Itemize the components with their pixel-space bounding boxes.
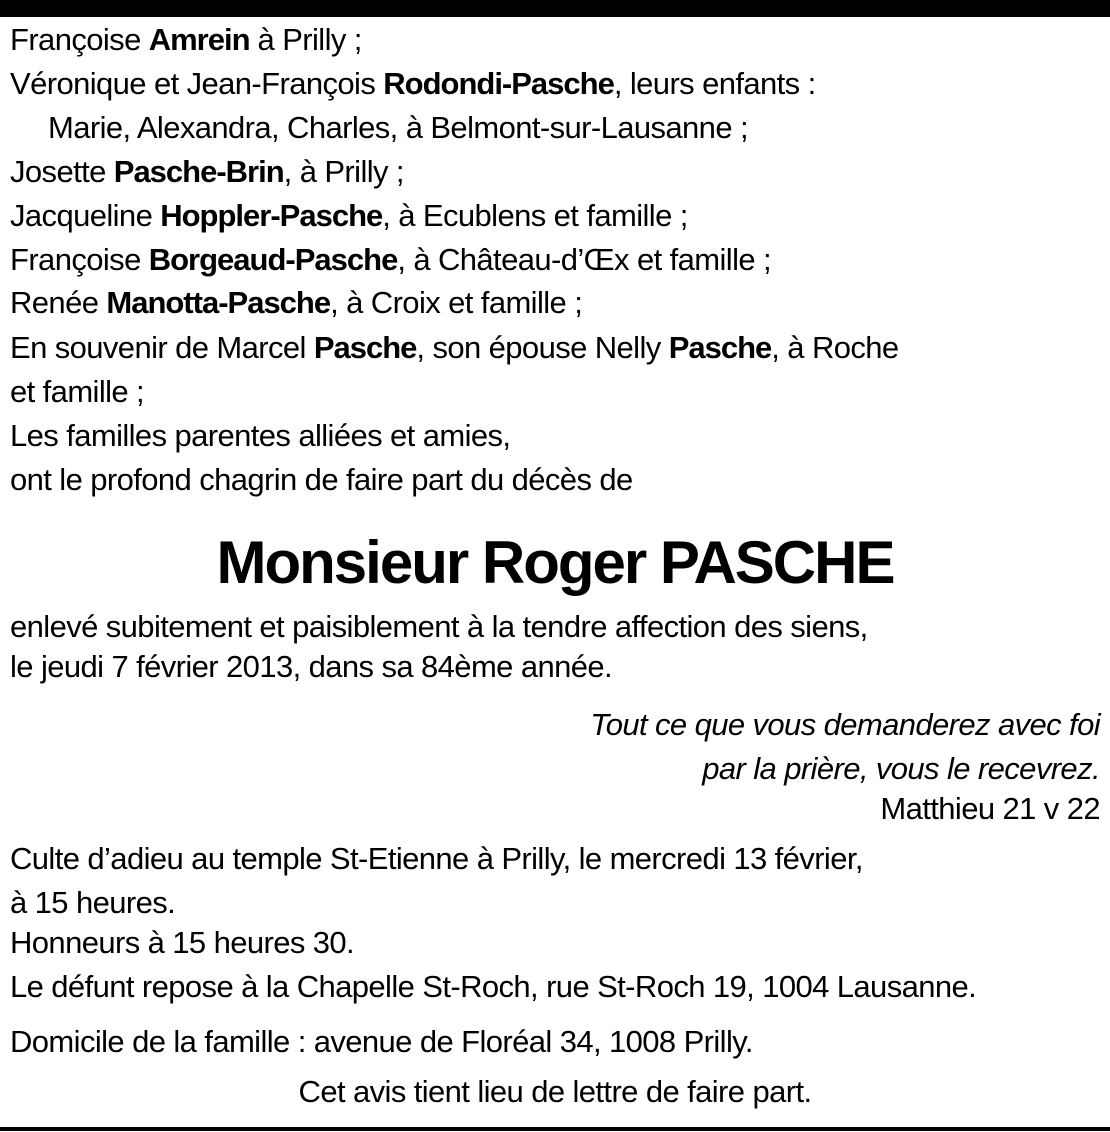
family-line: [10, 62, 816, 106]
text: Josette: [10, 154, 114, 189]
quote-reference: Matthieu 21 v 22: [880, 791, 1100, 826]
family-address: Domicile de la famille : avenue de Floréal 34, 1008 Prilly.: [10, 1024, 753, 1059]
text: Véronique et Jean-François: [10, 66, 384, 101]
family-line: et famille ;: [10, 374, 145, 409]
family-line: Marie, Alexandra, Charles, à Belmont-sur-Lausanne ;: [48, 110, 748, 145]
surname: Pasche-Brin: [113, 154, 284, 189]
service-line: Honneurs à 15 heures 30.: [10, 925, 355, 960]
surname: Pasche: [313, 330, 417, 365]
surname: Borgeaud-Pasche: [148, 242, 398, 277]
text: Jacqueline: [10, 198, 161, 233]
family-line: [10, 326, 899, 370]
service-line: Le défunt repose à la Chapelle St-Roch, rue St-Roch 19, 1004 Lausanne.: [10, 969, 977, 1004]
quote-line: Tout ce que vous demanderez avec foi: [590, 707, 1100, 742]
service-line: à 15 heures.: [10, 885, 176, 920]
text: , à Ecublens et famille ;: [382, 198, 688, 233]
text: En souvenir de Marcel: [10, 330, 314, 365]
surname: Amrein: [148, 22, 250, 57]
surname: Rodondi-Pasche: [383, 66, 614, 101]
text: , à Prilly ;: [283, 154, 404, 189]
family-line: [10, 194, 688, 238]
surname: Pasche: [668, 330, 772, 365]
notice-footer: Cet avis tient lieu de lettre de faire part.: [298, 1074, 812, 1109]
family-line: [10, 150, 404, 194]
text: , son épouse Nelly: [416, 330, 669, 365]
family-line: [10, 281, 582, 325]
bottom-border: [0, 1127, 1110, 1131]
details-line: enlevé subitement et paisiblement à la tendre affection des siens,: [10, 609, 868, 644]
text: à Prilly ;: [249, 22, 362, 57]
family-line: [10, 18, 362, 62]
family-line: [10, 238, 771, 282]
surname: Hoppler-Pasche: [160, 198, 383, 233]
text: Françoise: [10, 22, 149, 57]
deceased-name: Monsieur Roger PASCHE: [216, 529, 894, 596]
text: , leurs enfants :: [613, 66, 816, 101]
text: Renée: [10, 285, 107, 320]
service-line: Culte d’adieu au temple St-Etienne à Prilly, le mercredi 13 février,: [10, 841, 863, 876]
text: , à Croix et famille ;: [330, 285, 583, 320]
details-line: le jeudi 7 février 2013, dans sa 84ème année.: [10, 649, 613, 684]
surname: Manotta-Pasche: [106, 285, 331, 320]
text: , à Roche: [771, 330, 899, 365]
top-border: [0, 0, 1110, 17]
family-line: ont le profond chagrin de faire part du décès de: [10, 462, 633, 497]
family-line: Les familles parentes alliées et amies,: [10, 418, 511, 453]
quote-line: par la prière, vous le recevrez.: [702, 751, 1100, 786]
text: , à Château-d’Œx et famille ;: [397, 242, 772, 277]
text: Françoise: [10, 242, 149, 277]
